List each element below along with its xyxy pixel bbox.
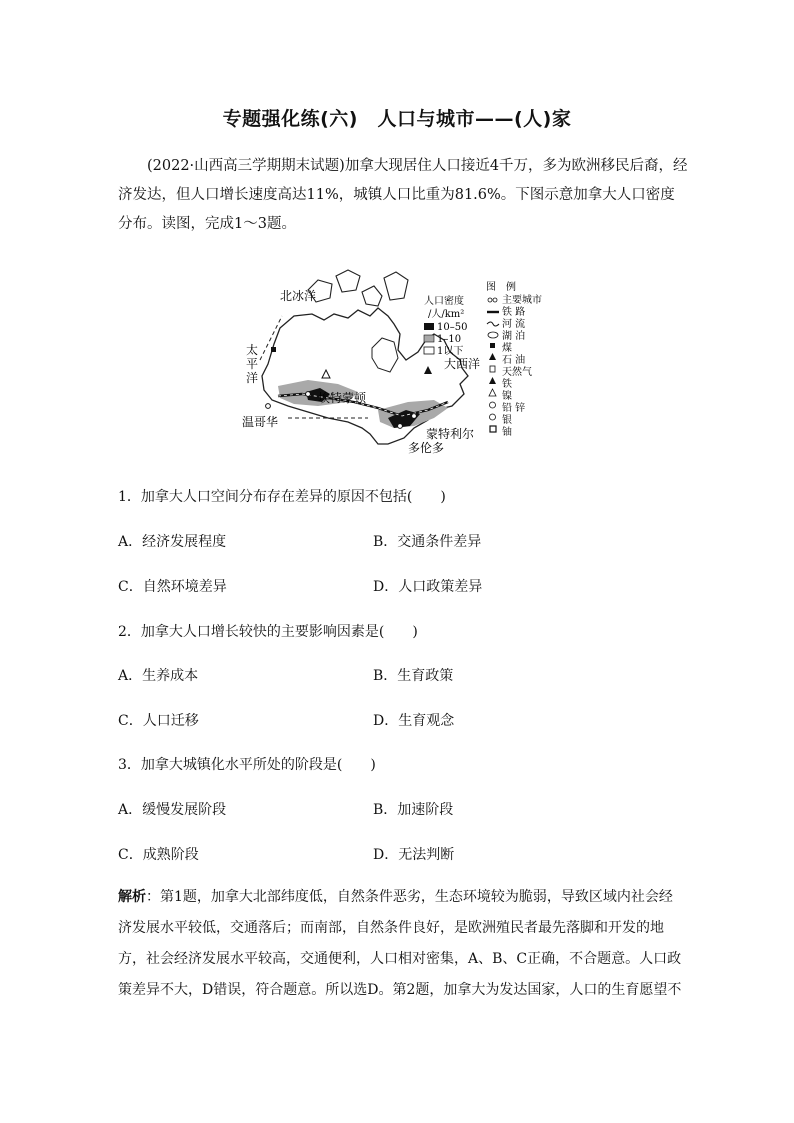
symbol-legend-item-6: 石 油	[502, 355, 526, 366]
label-pacific-2: 平	[246, 357, 259, 371]
label-montreal: 蒙特利尔	[426, 427, 475, 441]
label-arctic-ocean: 北冰洋	[280, 289, 317, 303]
analysis-paragraph	[118, 882, 686, 1006]
analysis-tag: 解析	[118, 889, 146, 905]
legend-city-icon-2	[493, 298, 497, 302]
question-1-option-b: B．交通条件差异	[373, 534, 482, 550]
density-legend-item-1: 10–50	[437, 322, 468, 333]
intro-paragraph: (2022·山西高三学期期末试题)加拿大现居住人口接近4千万，多为欧洲移民后裔，经济发达，但人口增长速度高达11%，城镇人口比重为81.6%。下图示意加拿大人口密度分布。读图，完成1～3题。	[118, 158, 688, 232]
symbol-legend-item-10: 铅 锌	[502, 403, 526, 414]
arctic-island-2	[336, 270, 360, 292]
question-1-stem: 1．加拿大人口空间分布存在差异的原因不包括( )	[118, 489, 446, 505]
question-3-option-b: B．加速阶段	[373, 802, 454, 818]
legend-oil-icon	[489, 353, 496, 360]
analysis-text: ：第1题，加拿大北部纬度低，自然条件恶劣，生态环境较为脆弱，导致区域内社会经济发展水平较低，交通落后；而南部，自然条件良好，是欧洲殖民者最先落脚和开发的地方，社会经济发展水平较高，交通便利，人口相对密集，A、B、C正确，不合题意。人口政策差异不大，D错误，符合题意。所以选D。第2题，加拿大为发达国家，人口的生育愿望不	[118, 889, 682, 998]
symbol-legend-item-8: 铁	[502, 379, 512, 390]
density-legend-item-3: 1以下	[437, 346, 464, 357]
legend-silver-icon	[490, 414, 496, 420]
coal-symbol	[271, 347, 276, 352]
symbol-legend-item-4: 湖 泊	[502, 331, 526, 342]
question-1-option-d: D．人口政策差异	[373, 579, 483, 595]
canada-population-density-map	[238, 268, 558, 458]
label-pacific-3: 洋	[246, 371, 259, 385]
symbol-legend-item-12: 铀	[502, 427, 512, 438]
arctic-island-3	[362, 286, 382, 306]
question-3-option-c: C．成熟阶段	[118, 847, 199, 863]
label-pacific-1: 太	[246, 343, 259, 357]
symbol-legend-title: 图 例	[486, 282, 516, 293]
legend-city-icon	[488, 298, 492, 302]
density-legend-title-1: 人口密度	[424, 296, 464, 307]
density-legend-title-2: /人/km²	[428, 309, 465, 320]
density-swatch-low	[424, 347, 434, 354]
symbol-legend-item-2: 铁 路	[502, 307, 526, 318]
map-figure	[238, 268, 558, 458]
question-2-option-c: C．人口迁移	[118, 713, 199, 729]
legend-lead-zinc-icon	[490, 402, 496, 408]
symbol-legend-icons	[487, 298, 499, 432]
symbol-legend-item-1: 主要城市	[502, 295, 542, 306]
legend-gas-icon	[490, 366, 495, 372]
symbol-legend-item-7: 天然气	[502, 367, 532, 378]
legend-iron-icon	[489, 377, 496, 384]
legend-lake-icon	[488, 332, 498, 338]
legend-river-icon	[487, 322, 499, 326]
density-swatch-high	[424, 323, 434, 330]
label-toronto: 多伦多	[408, 441, 445, 455]
city-vancouver	[266, 404, 271, 409]
legend-nickel-icon	[489, 389, 496, 396]
symbol-legend-item-9: 镍	[502, 391, 512, 402]
legend-coal-icon	[490, 343, 495, 348]
city-edmonton	[306, 392, 311, 397]
question-2-option-b: B．生育政策	[373, 668, 454, 684]
question-2-option-a: A．生养成本	[118, 668, 199, 684]
question-3-stem: 3．加拿大城镇化水平所处的阶段是( )	[118, 757, 376, 773]
legend-uranium-icon	[490, 426, 496, 432]
symbol-legend-item-5: 煤	[502, 343, 512, 354]
label-edmonton: 埃特蒙顿	[318, 391, 367, 405]
question-2-stem: 2．加拿大人口增长较快的主要影响因素是( )	[118, 624, 418, 640]
question-3-option-a: A．缓慢发展阶段	[118, 802, 227, 818]
question-1-option-a: A．经济发展程度	[118, 534, 227, 550]
city-montreal	[412, 414, 417, 419]
label-vancouver: 温哥华	[242, 415, 279, 429]
symbol-legend-item-3: 河 流	[502, 319, 526, 330]
density-swatch-mid	[424, 335, 434, 342]
question-1-option-c: C．自然环境差异	[118, 579, 227, 595]
symbol-legend-item-11: 银	[502, 415, 512, 426]
question-2-option-d: D．生育观念	[373, 713, 455, 729]
page-title: 专题强化练(六) 人口与城市——(人)家	[222, 108, 572, 130]
density-legend-item-2: 1–10	[437, 334, 462, 345]
label-atlantic-ocean: 大西洋	[444, 357, 481, 371]
question-3-option-d: D．无法判断	[373, 847, 455, 863]
city-toronto	[398, 424, 403, 429]
arctic-island-4	[384, 272, 408, 300]
